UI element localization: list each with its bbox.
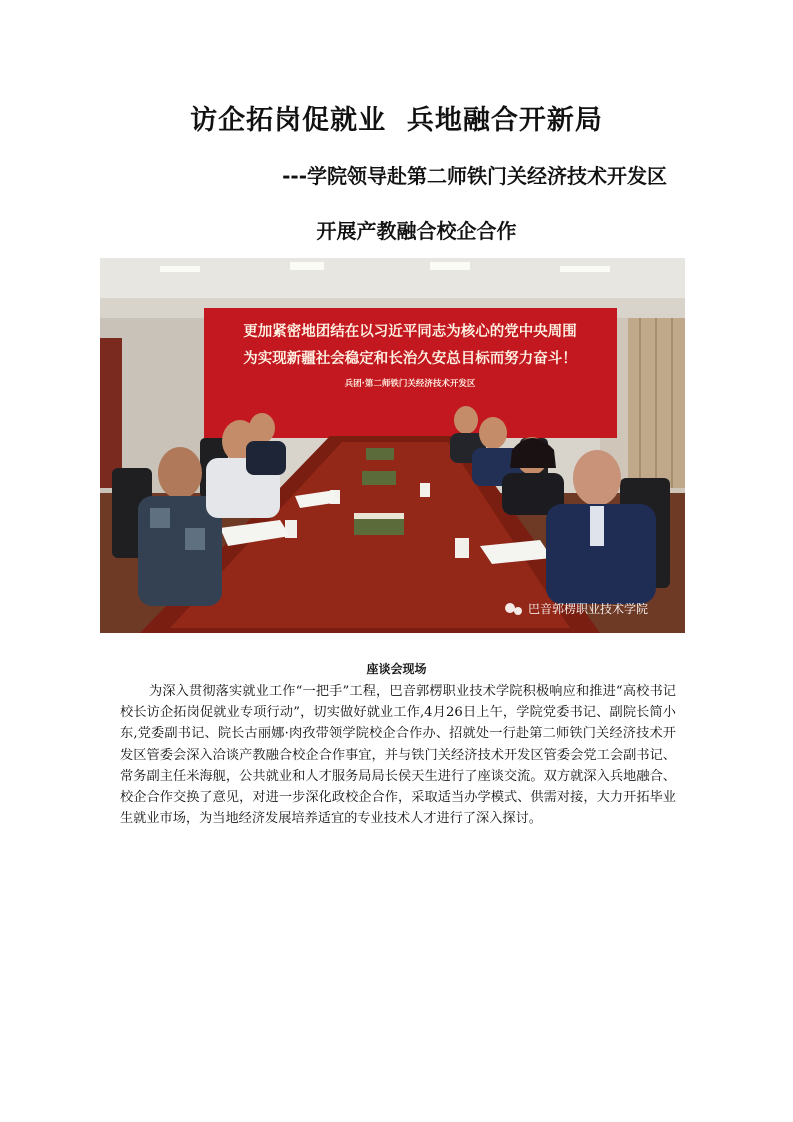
meeting-photo (100, 258, 685, 633)
watermark-text: 巴音郭楞职业技术学院 (528, 602, 649, 616)
photo-caption: 座谈会现场 (366, 662, 427, 676)
document-subtitle-line1: ---学院领导赴第二师铁门关经济技术开发区 (282, 164, 667, 188)
article-paragraph: 为深入贯彻落实就业工作“一把手”工程，巴音郭楞职业技术学院积极响应和推进“高校书记校长访企拓岗促就业专项行动”，切实做好就业工作,4月26日上午，学院党委书记、副院长简小东,党委副书记、院长古丽娜·肉孜带领学院校企合作办、招就处一行赴第二师铁门关经济技术开发区管委会深入洽谈产教融合校企合作事宜，并与铁门关经济技术开发区管委会党工会副书记、常务副主任米海舰，公共就业和人才服务局局长侯天生进行了座谈交流。双方就深入兵地融合、校企合作交换了意见，对进一步深化政校企合作，采取适当办学模式、供需对接，大力开拓毕业生就业市场，为当地经济发展培养适宜的专业技术人才进行了深入探讨。 (120, 684, 676, 827)
document-subtitle-line2: 开展产教融合校企合作 (316, 219, 517, 243)
banner-line2: 为实现新疆社会稳定和长治久安总目标而努力奋斗！ (243, 351, 577, 367)
article-body (120, 681, 676, 829)
banner-line3: 兵团·第二师铁门关经济技术开发区 (344, 379, 476, 389)
banner-line1: 更加紧密地团结在以习近平同志为核心的党中央周围 (243, 324, 577, 340)
document-title: 访企拓岗促就业 兵地融合开新局 (190, 105, 603, 136)
